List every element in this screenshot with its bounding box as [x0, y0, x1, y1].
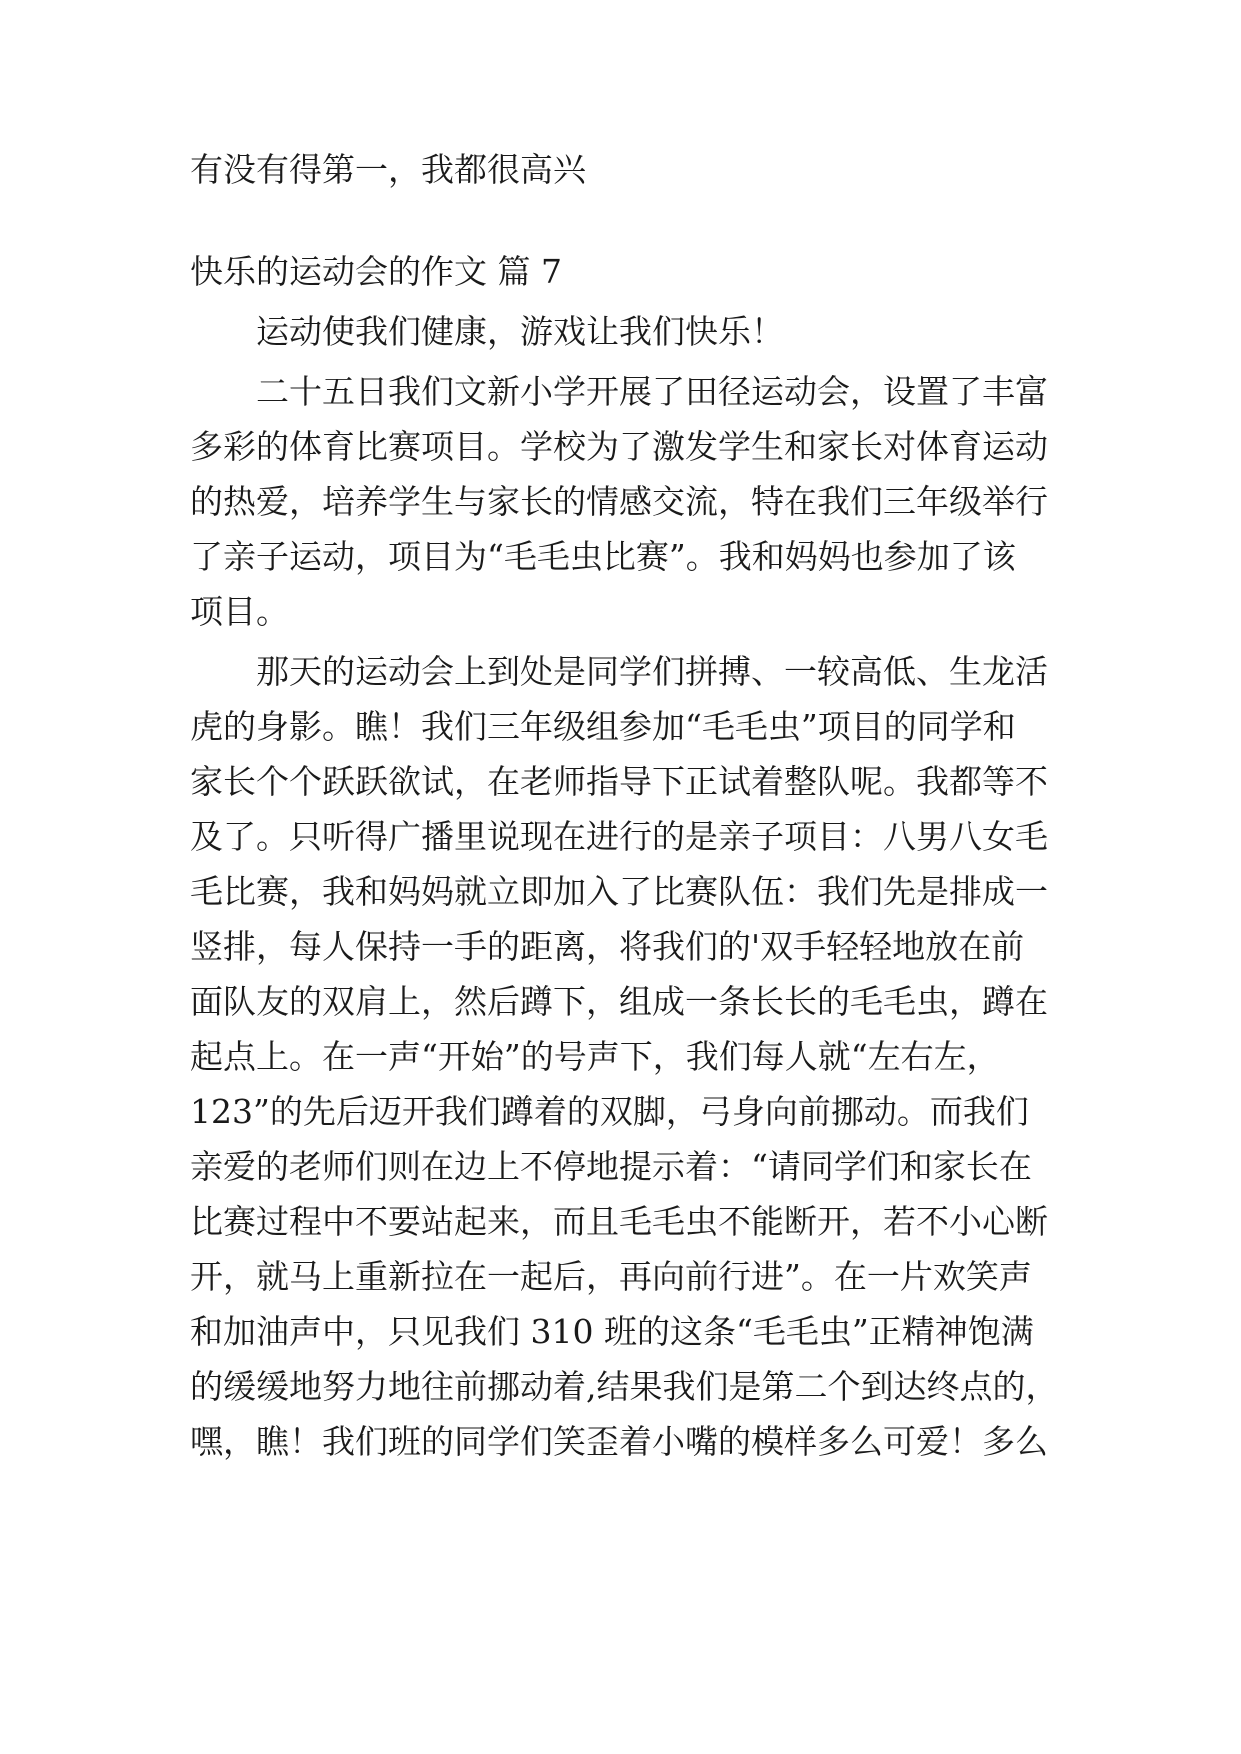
paragraph-line: 那天的运动会上到处是同学们拼搏、一较高低、生龙活 — [256, 652, 1048, 691]
paragraph-line: 面队友的双肩上，然后蹲下，组成一条长长的毛毛虫，蹲在 — [190, 982, 1048, 1021]
paragraph-line: 运动使我们健康，游戏让我们快乐！ — [256, 312, 784, 351]
paragraph-line: 多彩的体育比赛项目。学校为了激发学生和家长对体育运动 — [190, 427, 1048, 466]
paragraph-line: 123”的先后迈开我们蹲着的双脚，弓身向前挪动。而我们 — [190, 1092, 1029, 1131]
paragraph-line: 亲爱的老师们则在边上不停地提示着：“请同学们和家长在 — [190, 1147, 1032, 1186]
paragraph-line: 起点上。在一声“开始”的号声下，我们每人就“左右左， — [190, 1037, 1000, 1076]
paragraph-line: 的热爱，培养学生与家长的情感交流，特在我们三年级举行 — [190, 482, 1048, 521]
paragraph-line: 毛比赛，我和妈妈就立即加入了比赛队伍：我们先是排成一 — [190, 872, 1048, 911]
section-title: 快乐的运动会的作文 篇 7 — [190, 252, 562, 291]
paragraph-line: 家长个个跃跃欲试，在老师指导下正试着整队呢。我都等不 — [190, 762, 1048, 801]
paragraph-line: 比赛过程中不要站起来，而且毛毛虫不能断开，若不小心断 — [190, 1202, 1048, 1241]
paragraph-line: 二十五日我们文新小学开展了田径运动会，设置了丰富 — [256, 372, 1048, 411]
paragraph-line: 及了。只听得广播里说现在进行的是亲子项目：八男八女毛 — [190, 817, 1048, 856]
paragraph-line: 竖排，每人保持一手的距离，将我们的'双手轻轻地放在前 — [190, 927, 1025, 966]
paragraph-line: 项目。 — [190, 592, 289, 631]
paragraph-line: 嘿，瞧！我们班的同学们笑歪着小嘴的模样多么可爱！多么 — [190, 1422, 1048, 1461]
closing-line: 有没有得第一，我都很高兴 — [190, 150, 586, 189]
paragraph-line: 开，就马上重新拉在一起后，再向前行进”。在一片欢笑声 — [190, 1257, 1032, 1296]
paragraph-line: 的缓缓地努力地往前挪动着,结果我们是第二个到达终点的， — [190, 1367, 1059, 1406]
paragraph-line: 虎的身影。瞧！我们三年级组参加“毛毛虫”项目的同学和 — [190, 707, 1016, 746]
paragraph-line: 和加油声中，只见我们 310 班的这条“毛毛虫”正精神饱满 — [190, 1312, 1034, 1351]
paragraph-line: 了亲子运动，项目为“毛毛虫比赛”。我和妈妈也参加了该 — [190, 537, 1016, 576]
